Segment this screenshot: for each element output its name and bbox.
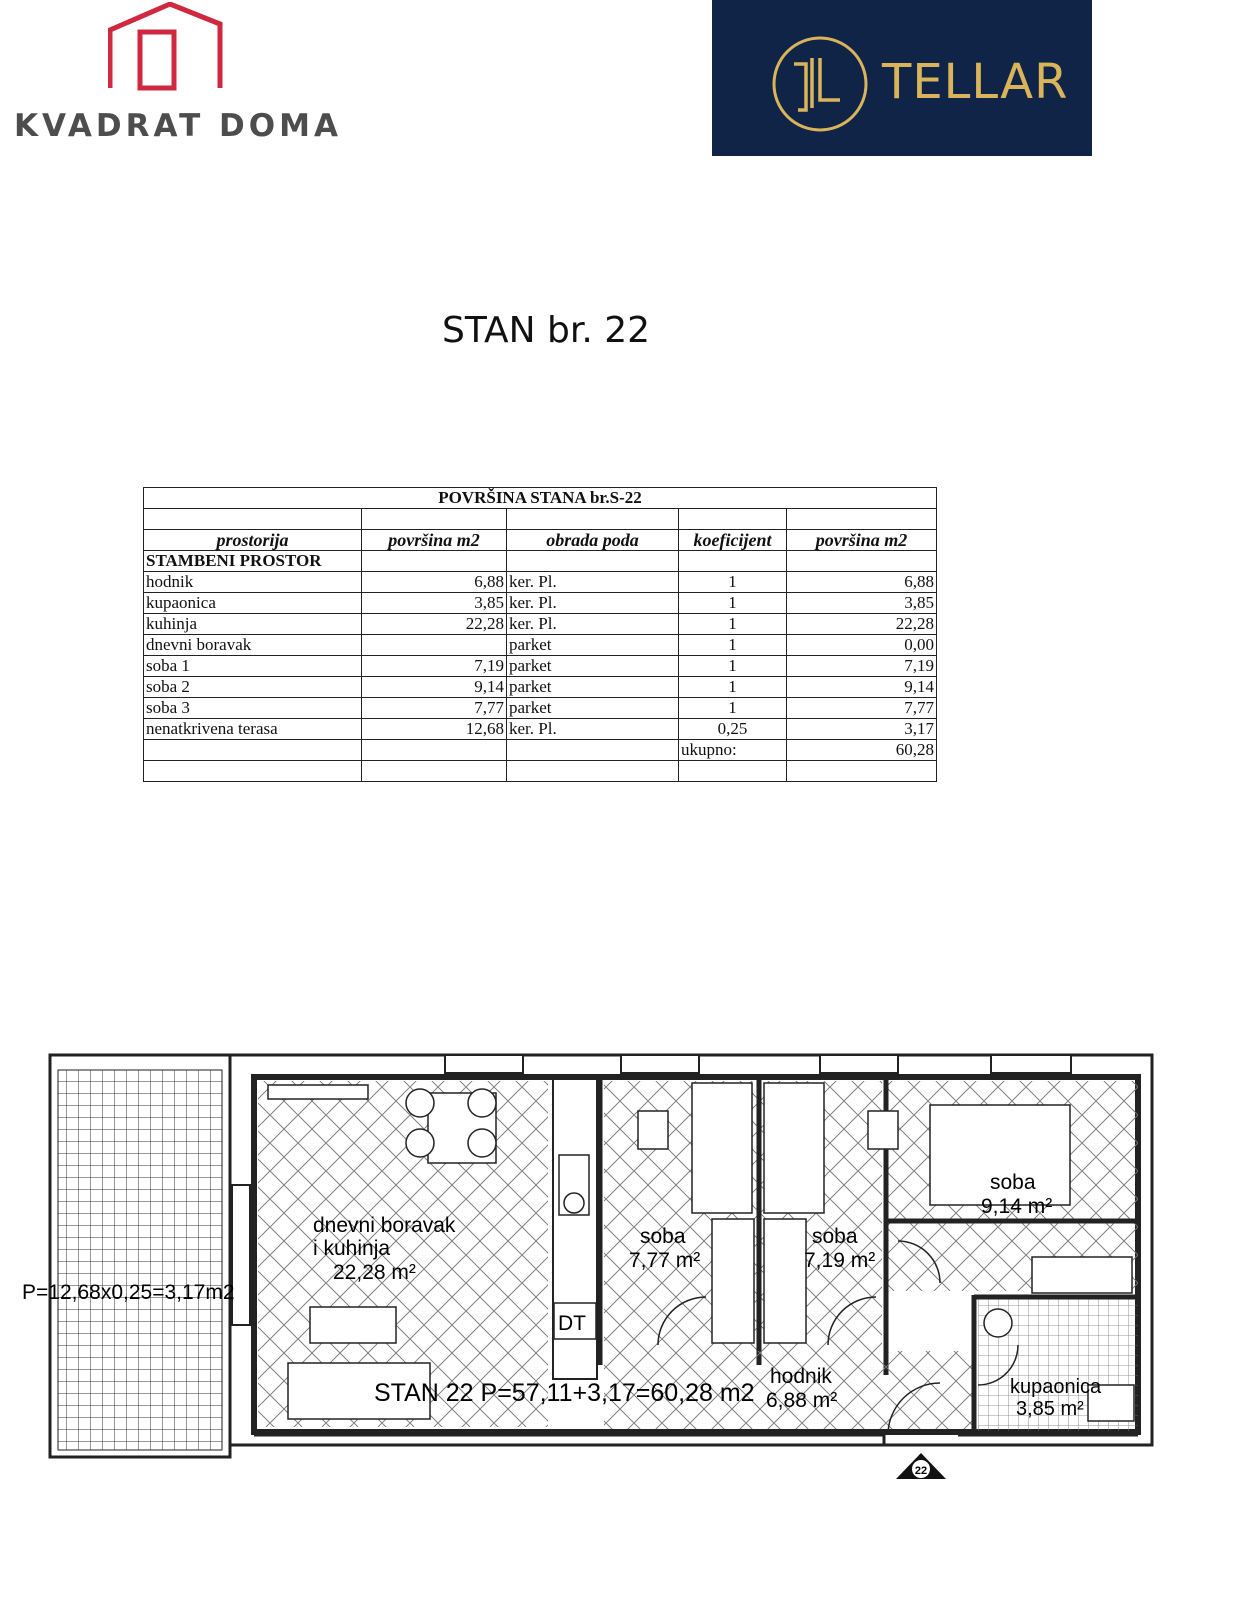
cell-room: kuhinja: [144, 614, 362, 635]
tellar-wordmark: TELLAR: [882, 54, 1069, 110]
table-row: [144, 572, 937, 593]
room-b-area: 7,19 m²: [804, 1249, 876, 1272]
tellar-emblem-icon: [772, 36, 872, 136]
cell-area: 22,28: [362, 614, 507, 635]
table-row: [144, 698, 937, 719]
cell-room: nenatkrivena terasa: [144, 719, 362, 740]
unit-sum-label: STAN 22 P=57,11+3,17=60,28 m2: [374, 1379, 755, 1407]
marker-label: 22: [914, 1465, 928, 1477]
cell-floor: ker. Pl.: [507, 572, 679, 593]
header-coef: koeficijent: [679, 530, 787, 551]
cell-coef: 1: [679, 635, 787, 656]
living-label-3: 22,28 m²: [333, 1261, 416, 1284]
table-row: [144, 635, 937, 656]
table-header-row: [144, 530, 937, 551]
room-c-area: 9,14 m²: [981, 1195, 1053, 1218]
total-value: 60,28: [787, 740, 937, 761]
table-spacer-row: [144, 509, 937, 530]
room-c-label: soba: [990, 1171, 1036, 1194]
cell-total: 3,85: [787, 593, 937, 614]
table-row: [144, 677, 937, 698]
cell-room: kupaonica: [144, 593, 362, 614]
table-row: [144, 614, 937, 635]
header-floor: obrada poda: [507, 530, 679, 551]
cell-room: soba 1: [144, 656, 362, 677]
cell-room: hodnik: [144, 572, 362, 593]
cell-floor: parket: [507, 677, 679, 698]
table-title: POVRŠINA STANA br.S-22: [144, 488, 937, 509]
cell-floor: parket: [507, 656, 679, 677]
table-row: [144, 656, 937, 677]
terrace: [50, 1055, 230, 1457]
cell-coef: 1: [679, 656, 787, 677]
header-room: prostorija: [144, 530, 362, 551]
cell-room: dnevni boravak: [144, 635, 362, 656]
hall-label: hodnik: [770, 1365, 832, 1388]
cell-area: [362, 635, 507, 656]
header-area: površina m2: [362, 530, 507, 551]
hall-area: 6,88 m²: [766, 1389, 838, 1412]
total-row: [144, 740, 937, 761]
room-a-area: 7,77 m²: [629, 1249, 701, 1272]
cell-floor: ker. Pl.: [507, 593, 679, 614]
unit-title: STAN br. 22: [442, 310, 651, 351]
table-spacer-row: [144, 761, 937, 782]
bath-area: 3,85 m²: [1016, 1398, 1084, 1420]
cell-floor: ker. Pl.: [507, 719, 679, 740]
cell-coef: 1: [679, 614, 787, 635]
cell-floor: parket: [507, 635, 679, 656]
cell-total: 0,00: [787, 635, 937, 656]
living-label-2: i kuhinja: [313, 1237, 391, 1260]
kvadrat-doma-wordmark: KVADRAT DOMA: [14, 108, 342, 144]
cell-coef: 1: [679, 698, 787, 719]
header-total: površina m2: [787, 530, 937, 551]
living-label-1: dnevni boravak: [313, 1214, 456, 1237]
cell-total: 7,19: [787, 656, 937, 677]
kvadrat-doma-logo: [10, 0, 342, 150]
tellar-logo: [712, 0, 1092, 156]
table-row: [144, 719, 937, 740]
section-row: [144, 551, 937, 572]
cell-total: 7,77: [787, 698, 937, 719]
living-kitchen: [258, 1079, 597, 1427]
floor-plan: [18, 1045, 1168, 1495]
house-icon: [108, 2, 228, 92]
cell-room: soba 3: [144, 698, 362, 719]
cell-total: 3,17: [787, 719, 937, 740]
room-b-label: soba: [812, 1225, 858, 1248]
cell-floor: ker. Pl.: [507, 614, 679, 635]
cell-total: 6,88: [787, 572, 937, 593]
bath-label: kupaonica: [1010, 1376, 1102, 1398]
cell-coef: 1: [679, 593, 787, 614]
room-a-label: soba: [640, 1225, 686, 1248]
dt-label: DT: [558, 1312, 586, 1335]
section-label: STAMBENI PROSTOR: [144, 551, 362, 572]
cell-area: 6,88: [362, 572, 507, 593]
total-label: ukupno:: [679, 740, 787, 761]
cell-area: 7,19: [362, 656, 507, 677]
cell-area: 7,77: [362, 698, 507, 719]
cell-room: soba 2: [144, 677, 362, 698]
cell-coef: 0,25: [679, 719, 787, 740]
cell-floor: parket: [507, 698, 679, 719]
cell-area: 9,14: [362, 677, 507, 698]
table-title-row: [144, 488, 937, 509]
cell-area: 3,85: [362, 593, 507, 614]
cell-total: 9,14: [787, 677, 937, 698]
cell-coef: 1: [679, 572, 787, 593]
cell-coef: 1: [679, 677, 787, 698]
cell-area: 12,68: [362, 719, 507, 740]
terrace-label: P=12,68x0,25=3,17m2: [22, 1281, 235, 1304]
table-row: [144, 593, 937, 614]
cell-total: 22,28: [787, 614, 937, 635]
area-table: [143, 487, 937, 782]
